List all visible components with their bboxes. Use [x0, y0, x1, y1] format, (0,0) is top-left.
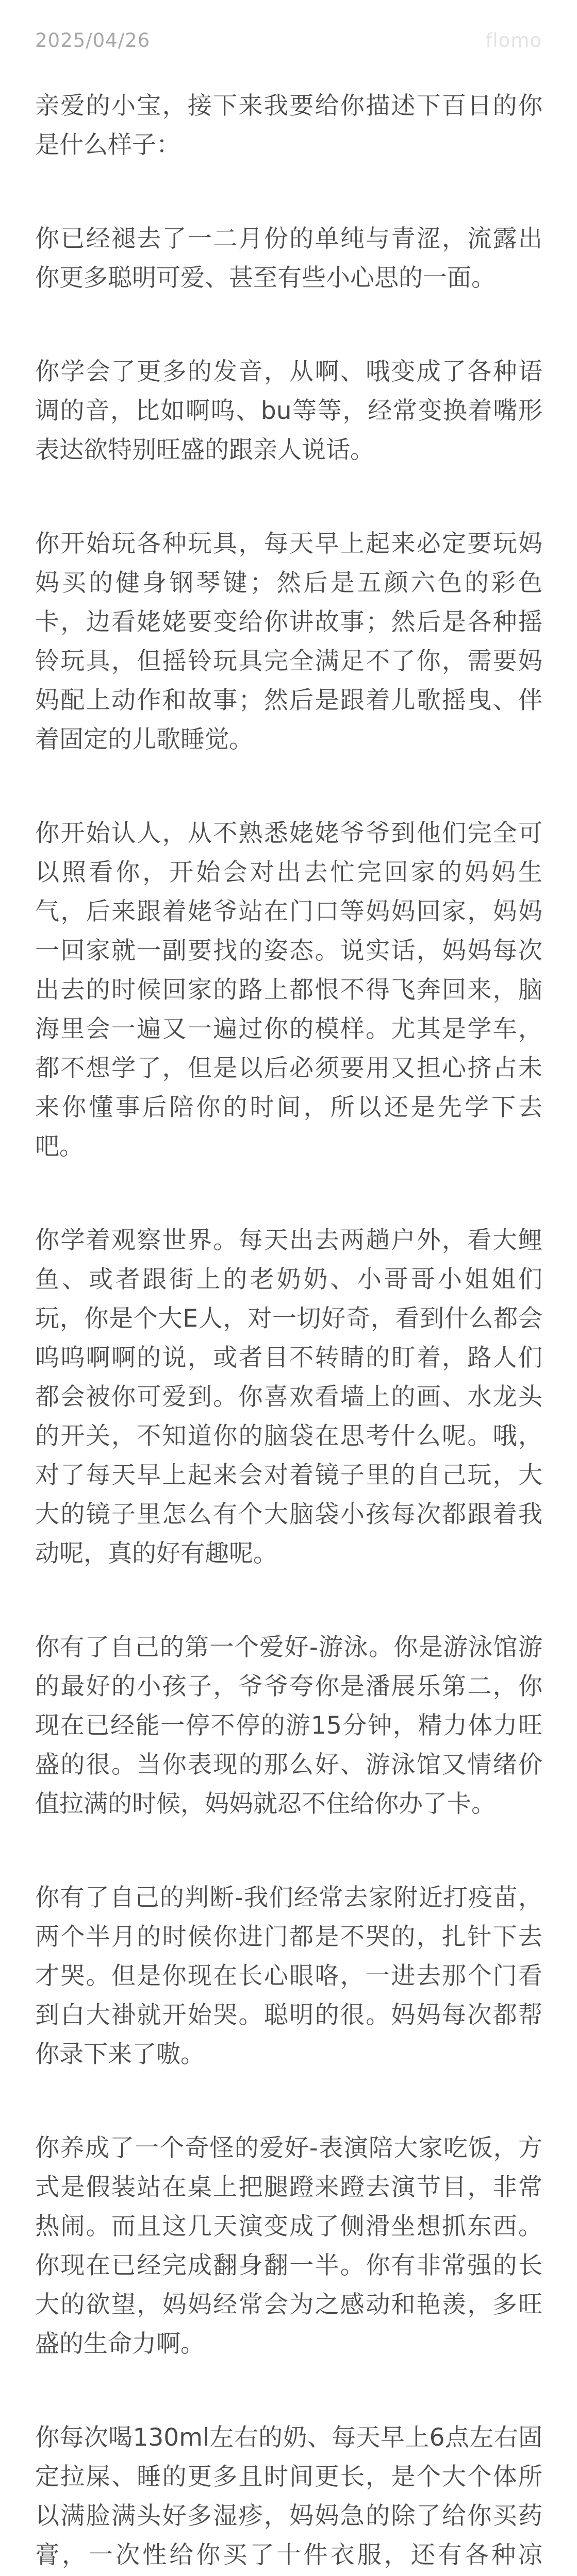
memo-content: [35, 87, 542, 2576]
memo-paragraph: 亲爱的小宝，接下来我要给你描述下百日的你是什么样子：: [35, 92, 542, 159]
memo-paragraph: 你开始玩各种玩具，每天早上起来必定要玩妈妈买的健身钢琴键；然后是五颜六色的彩色卡，边看姥姥要变给你讲故事；然后是各种摇铃玩具，但摇铃玩具完全满足不了你，需要妈妈配上动作和故事；然后是跟着儿歌摇曳、伴着固定的儿歌睡觉。: [35, 530, 542, 754]
memo-paragraph: 你每次喝130ml左右的奶、每天早上6点左右固定拉屎、睡的更多且时间更长，是个大个体所以满脸满头好多湿疹，妈妈急的除了给你买药膏，一次性给你买了十件衣服，还有各种凉: [35, 2424, 542, 2569]
memo-paragraph: 你学着观察世界。每天出去两趟户外，看大鲤鱼、或者跟街上的老奶奶、小哥哥小姐姐们玩，你是个大E人，对一切好奇，看到什么都会呜呜啊啊的说，或者目不转睛的盯着，路人们都会被你可爱到。你喜欢看墙上的画、水龙头的开关，不知道你的脑袋在思考什么呢。哦，对了每天早上起来会对着镜子里的自己玩，大大的镜子里怎么有个大脑袋小孩每次都跟着我动呢，真的好有趣呢。: [35, 1226, 542, 1568]
brand-logo: flomo: [485, 29, 542, 52]
memo-paragraph: 你学会了更多的发音，从啊、哦变成了各种语调的音，比如啊呜、bu等等，经常变换着嘴形表达欲特别旺盛的跟亲人说话。: [35, 358, 542, 464]
memo-paragraph: 你已经褪去了一二月份的单纯与青涩，流露出你更多聪明可爱、甚至有些小心思的一面。: [35, 225, 542, 292]
memo-paragraph: 你开始认人，从不熟悉姥姥爷爷到他们完全可以照看你，开始会对出去忙完回家的妈妈生气，后来跟着姥爷站在门口等妈妈回家，妈妈一回家就一副要找的姿态。说实话，妈妈每次出去的时候回家的路上都恨不得飞奔回来，脑海里会一遍又一遍过你的模样。尤其是学车，都不想学了，但是以后必须要用又担心挤占未来你懂事后陪你的时间，所以还是先学下去吧。: [35, 819, 542, 1161]
memo-paragraph: 你有了自己的判断-我们经常去家附近打疫苗，两个半月的时候你进门都是不哭的，扎针下去才哭。但是你现在长心眼咯，一进去那个门看到白大褂就开始哭。聪明的很。妈妈每次都帮你录下来了嗷。: [35, 1884, 542, 2069]
memo-paragraph: 你养成了一个奇怪的爱好-表演陪大家吃饭，方式是假装站在桌上把腿蹬来蹬去演节目，非常热闹。而且这几天演变成了侧滑坐想抓东西。你现在已经完成翻身翻一半。你有非常强的长大的欲望，妈妈经常会为之感动和艳羡，多旺盛的生命力啊。: [35, 2134, 542, 2358]
memo-date: 2025/04/26: [35, 29, 151, 52]
memo-paragraph: 你有了自己的第一个爱好-游泳。你是游泳馆游的最好的小孩子，爷爷夸你是潘展乐第二，你现在已经能一停不停的游15分钟，精力体力旺盛的很。当你表现的那么好、游泳馆又情绪价值拉满的时候，妈妈就忍不住给你办了卡。: [35, 1633, 542, 1818]
memo-header: [35, 25, 542, 56]
